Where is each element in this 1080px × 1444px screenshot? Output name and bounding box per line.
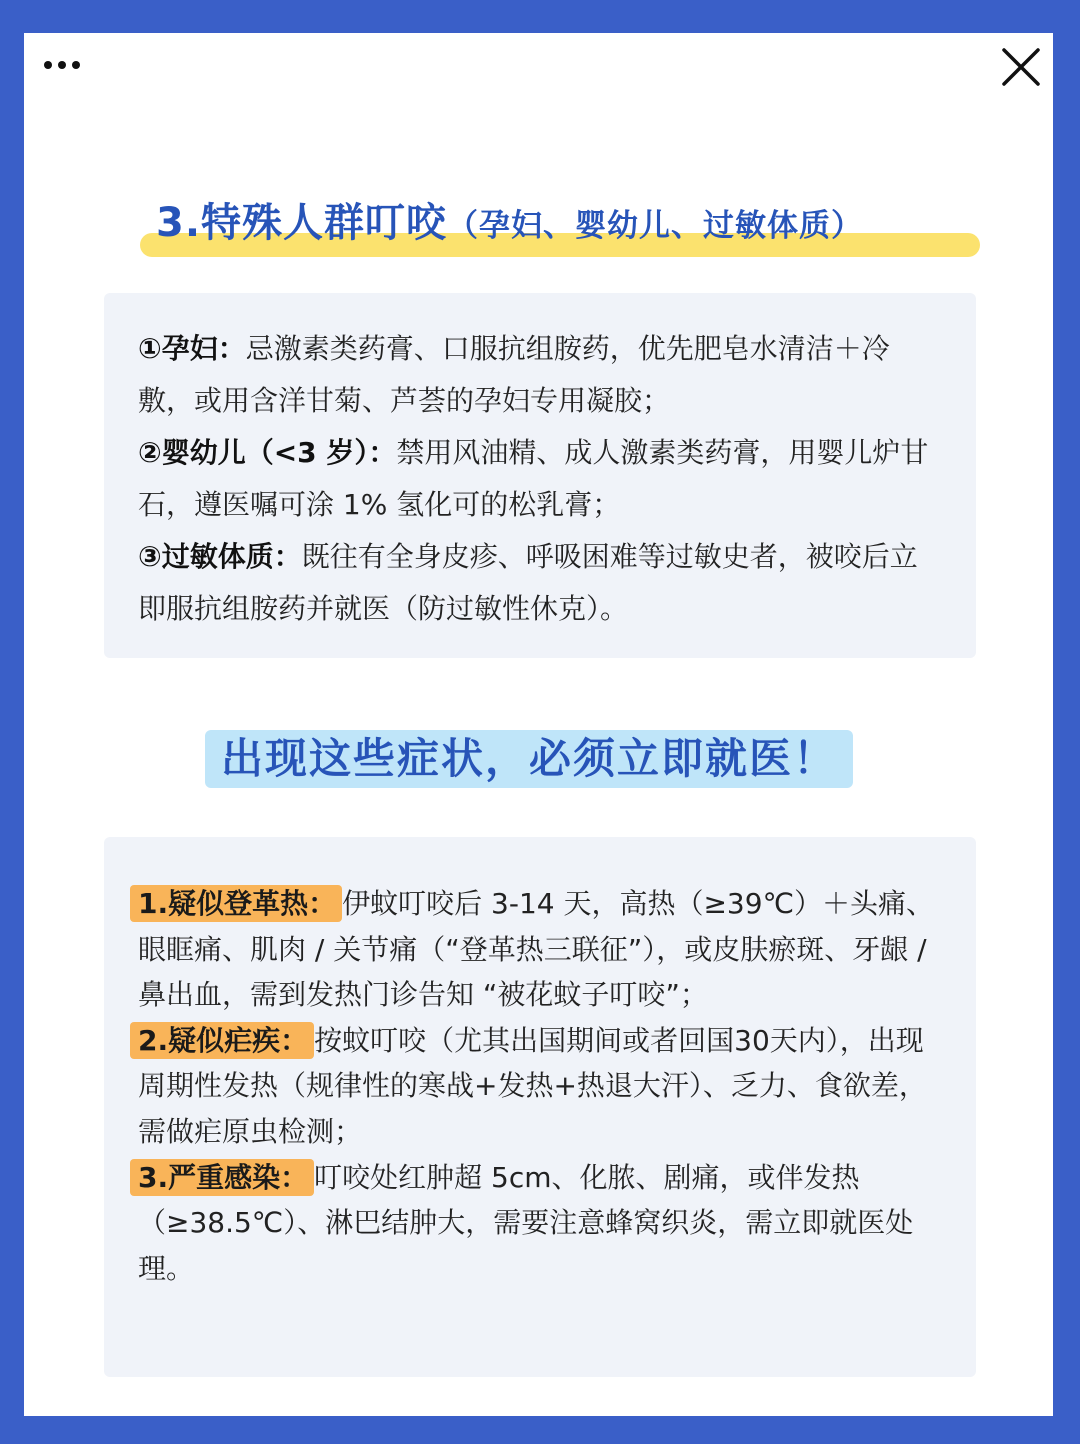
section1-heading <box>138 193 980 263</box>
item-label: ②婴幼儿（<3 岁）： <box>138 436 397 469</box>
item-tag: 3.严重感染： <box>130 1159 314 1196</box>
more-horizontal-icon <box>40 59 84 71</box>
more-button[interactable] <box>36 49 88 81</box>
list-item <box>138 531 938 635</box>
list-item <box>138 323 938 427</box>
item-text: 禁用风油精、成人激素类药膏，用婴儿炉甘石，遵医嘱可涂 1% 氢化可的松乳膏； <box>138 436 929 521</box>
item-tag: 2.疑似疟疾： <box>130 1022 314 1059</box>
section2-heading <box>205 730 853 788</box>
item-text: 叮咬处红肿超 5cm、化脓、剧痛，或伴发热（≥38.5℃）、淋巴结肿大，需要注意蜂窝织炎，需立即就医处理。 <box>138 1160 914 1285</box>
item-text: 既往有全身皮疹、呼吸困难等过敏史者，被咬后立即服抗组胺药并就医（防过敏性休克）。 <box>138 540 918 625</box>
special-groups-card <box>104 293 976 658</box>
list-item <box>138 1155 948 1292</box>
symptoms-list <box>138 881 948 1291</box>
section2-title: 出现这些症状，必须立即就医！ <box>220 734 837 783</box>
item-tag: 1.疑似登革热： <box>130 885 342 922</box>
list-item <box>138 1018 948 1155</box>
close-button[interactable] <box>999 45 1043 89</box>
symptoms-card <box>104 837 976 1377</box>
list-item <box>138 881 948 1018</box>
item-text: 忌激素类药膏、口服抗组胺药，优先肥皂水清洁＋冷敷，或用含洋甘菊、芦荟的孕妇专用凝胶； <box>138 332 890 417</box>
item-text: 按蚊叮咬（尤其出国期间或者回国30天内），出现周期性发热（规律性的寒战+发热+热退大汗）、乏力、食欲差，需做疟原虫检测； <box>138 1023 927 1148</box>
list-item <box>138 427 938 531</box>
section1-subtitle: （孕妇、婴幼儿、过敏体质） <box>447 208 864 244</box>
section1-title <box>156 193 863 256</box>
section1-title-main: 3.特殊人群叮咬 <box>156 200 448 246</box>
close-icon <box>999 45 1043 89</box>
item-label: ③过敏体质： <box>138 540 302 573</box>
item-text: 伊蚊叮咬后 3-14 天，高热（≥39℃）＋头痛、眼眶痛、肌肉 / 关节痛（“登革热三联征”），或皮肤瘀斑、牙龈 / 鼻出血，需到发热门诊告知 “被花蚊子叮咬”； <box>138 887 935 1012</box>
special-groups-list <box>138 323 938 635</box>
item-label: ①孕妇： <box>138 332 246 365</box>
page-frame <box>24 33 1053 1416</box>
